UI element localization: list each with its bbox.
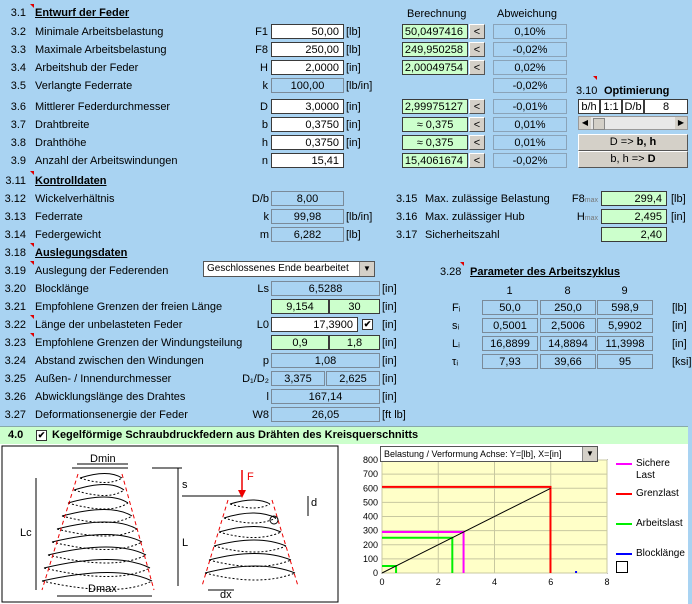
deviation-value: -0,01% <box>493 99 567 114</box>
row-symbol: D/b <box>251 193 269 205</box>
deviation-value: 0,01% <box>493 135 567 150</box>
cycle-value: 50,0 <box>482 300 538 315</box>
row-symbol: H <box>260 62 268 74</box>
cycle-value: 250,0 <box>540 300 596 315</box>
row-unit: [in] <box>382 301 397 313</box>
legend-label: Sichere Last <box>636 458 670 481</box>
blocklaenge-checkbox[interactable] <box>616 561 628 573</box>
section-title: Entwurf der Feder <box>35 7 130 19</box>
calc-value: 2,99975127 <box>402 99 468 114</box>
result-value: 26,05 <box>271 407 380 422</box>
row-unit: [in] <box>346 119 361 131</box>
bottom-panel <box>0 444 688 604</box>
row-unit: [lb] <box>346 229 361 241</box>
dmin-label: Dmin <box>90 453 116 465</box>
row-label: Max. zulässige Belastung <box>425 193 550 205</box>
deviation-value: -0,02% <box>493 153 567 168</box>
comment-marker <box>30 315 34 319</box>
optim-number: 3.10 <box>576 85 598 97</box>
deviation-value: -0,02% <box>493 42 567 57</box>
dx-label: dx <box>220 589 232 601</box>
section-4-band <box>0 426 688 445</box>
symbol-subscript: max <box>584 215 598 222</box>
chart-select-value: Belastung / Verformung Achse: Y=[lb], X=[in] <box>384 449 562 459</box>
optim-title: Optimierung <box>604 85 670 97</box>
result-value: 299,4 <box>601 191 667 206</box>
zyklus-title: Parameter des Arbeitszyklus <box>470 266 620 278</box>
row-number: 3.22 <box>4 319 26 331</box>
zyklus-number: 3.28 <box>440 266 462 278</box>
row-symbol: L0 <box>256 319 269 331</box>
row-label: Federgewicht <box>35 229 102 241</box>
calc-value: ≈ 0,375 <box>402 117 468 132</box>
cycle-value: 39,66 <box>540 354 596 369</box>
legend-swatch <box>616 553 632 555</box>
row-label: Drahthöhe <box>35 137 87 149</box>
comment-marker <box>30 243 34 247</box>
row-label: Sicherheitszahl <box>425 229 500 241</box>
row-number: 3.26 <box>4 391 26 403</box>
optimize-target: b, h <box>636 136 657 148</box>
row-number: 3.15 <box>396 193 418 205</box>
row-value-input[interactable]: 0,3750 <box>271 117 344 132</box>
row-value-input[interactable]: 0,3750 <box>271 135 344 150</box>
row-symbol: W8 <box>252 409 269 421</box>
row-number: 3.14 <box>4 229 26 241</box>
row-number: 3.17 <box>396 229 418 241</box>
bh-label: b/h <box>578 99 600 114</box>
row-label: Anzahl der Arbeitswindungen <box>35 155 178 167</box>
cycle-symbol: sᵢ <box>452 320 460 332</box>
row-number: 3.7 <box>10 119 26 131</box>
row-value-input[interactable]: 2,0000 <box>271 60 344 75</box>
cycle-value: 16,8899 <box>482 336 538 351</box>
copy-arrow-button[interactable]: < <box>469 117 485 132</box>
row-unit: [ft lb] <box>382 409 406 421</box>
section-number: 3.1 <box>10 7 26 19</box>
row-label: Max. zulässiger Hub <box>425 211 525 223</box>
row-unit: [in] <box>346 101 361 113</box>
comment-marker <box>593 76 597 80</box>
f-label: F <box>247 471 254 483</box>
deviation-value: 0,02% <box>493 60 567 75</box>
row-label: Mittlerer Federdurchmesser <box>35 101 171 113</box>
chart-type-select[interactable] <box>380 446 598 462</box>
row-label: Außen- / Innendurchmesser <box>35 373 172 385</box>
legend-label: Arbeitslast <box>636 518 683 529</box>
row-label: Blocklänge <box>35 283 89 295</box>
row-label: Empfohlene Grenzen der Windungsteilung <box>35 337 243 349</box>
optim-scrollbar[interactable] <box>578 116 688 130</box>
cycle-value: 5,9902 <box>597 318 653 333</box>
row-number: 3.21 <box>4 301 26 313</box>
inner-diameter: 2,625 <box>326 371 380 386</box>
deviation-value: -0,02% <box>493 78 567 93</box>
conical-spring-checkbox[interactable]: ✔ <box>37 430 46 440</box>
row-label: Federrate <box>35 211 83 223</box>
calc-value: ≈ 0,375 <box>402 135 468 150</box>
row-value-input[interactable]: 50,00 <box>271 24 344 39</box>
legend-swatch <box>616 523 632 525</box>
section-title: Kontrolldaten <box>35 175 107 187</box>
row-label: Auslegung der Federenden <box>35 265 169 277</box>
copy-arrow-button[interactable]: < <box>469 135 485 150</box>
calc-value: 249,950258 <box>402 42 468 57</box>
cycle-symbol: Lᵢ <box>452 338 460 350</box>
cycle-unit: [in] <box>672 320 687 332</box>
row-unit: [lb] <box>346 26 361 38</box>
cycle-symbol: τᵢ <box>452 356 459 368</box>
y-tick-label: 700 <box>362 469 378 480</box>
dmax-label: Dmax <box>88 583 117 595</box>
abweichung-header: Abweichung <box>497 8 557 20</box>
d-label: d <box>311 497 318 509</box>
row-unit: [lb/in] <box>346 80 373 92</box>
section-number: 3.11 <box>5 175 26 187</box>
cycle-value: 95 <box>597 354 653 369</box>
row-label: Deformationsenergie der Feder <box>35 409 188 421</box>
legend-item <box>616 458 686 486</box>
row-number: 3.27 <box>4 409 26 421</box>
cycle-column-header: 1 <box>506 285 513 297</box>
result-value: 8,00 <box>271 191 344 206</box>
cycle-column-header: 8 <box>564 285 571 297</box>
row-unit: [in] <box>382 391 397 403</box>
row-number: 3.23 <box>4 337 26 349</box>
load-deflection-chart <box>340 444 615 604</box>
x-tick-label: 0 <box>379 577 385 587</box>
row-number: 3.24 <box>4 355 26 367</box>
s-label: s <box>182 479 188 491</box>
row-symbol: Ls <box>257 283 269 295</box>
result-value: 167,14 <box>271 389 380 404</box>
row-symbol: F1 <box>255 26 268 38</box>
max-value: 30 <box>329 299 380 314</box>
comment-marker <box>30 333 34 337</box>
row-number: 3.12 <box>4 193 26 205</box>
row-number: 3.20 <box>4 283 26 295</box>
scroll-left-icon[interactable]: ◀ <box>579 117 591 129</box>
symbol-subscript: max <box>584 197 598 204</box>
y-tick-label: 400 <box>362 511 378 522</box>
y-tick-label: 800 <box>362 455 378 465</box>
cycle-value: 14,8894 <box>540 336 596 351</box>
dropdown-arrow-icon[interactable]: ▼ <box>359 262 374 276</box>
cycle-column-header: 9 <box>621 285 628 297</box>
row-unit: [lb] <box>671 193 686 205</box>
comment-marker <box>30 4 34 8</box>
row-label: Länge der unbelasteten Feder <box>35 319 183 331</box>
row-number: 3.9 <box>10 155 26 167</box>
legend-item <box>616 488 686 516</box>
cycle-value: 11,3998 <box>597 336 653 351</box>
row-label: Abstand zwischen den Windungen <box>35 355 204 367</box>
legend-label: Grenzlast <box>636 488 679 499</box>
y-tick-label: 600 <box>362 483 378 494</box>
cycle-value: 2,5006 <box>540 318 596 333</box>
select-value: Geschlossenes Ende bearbeitet <box>207 263 349 274</box>
legend-swatch <box>616 493 632 495</box>
row-value-input: 100,00 <box>271 78 344 93</box>
row-number: 3.5 <box>10 80 26 92</box>
x-tick-label: 6 <box>548 577 554 587</box>
deviation-value: 0,10% <box>493 24 567 39</box>
row-unit: [in] <box>382 355 397 367</box>
optimize-d-button[interactable]: D => b, h <box>578 134 688 151</box>
result-value: 1,08 <box>271 353 380 368</box>
row-unit: [in] <box>382 319 397 331</box>
x-tick-label: 4 <box>491 577 498 587</box>
row-label: Minimale Arbeitsbelastung <box>35 26 164 38</box>
y-tick-label: 100 <box>362 553 378 564</box>
calc-value: 50,0497416 <box>402 24 468 39</box>
cycle-unit: [lb] <box>672 302 687 314</box>
result-value: 6,282 <box>271 227 344 242</box>
row-label: Wickelverhältnis <box>35 193 115 205</box>
row-number: 3.13 <box>4 211 26 223</box>
db-value[interactable]: 8 <box>644 99 688 114</box>
row-label: Verlangte Federrate <box>35 80 133 92</box>
row-number: 3.8 <box>10 137 26 149</box>
scroll-thumb[interactable] <box>593 118 605 130</box>
x-tick-label: 2 <box>435 577 441 587</box>
optimize-target: D <box>647 153 656 165</box>
section-number: 3.18 <box>4 247 26 259</box>
cycle-symbol: Fᵢ <box>452 302 461 314</box>
row-number: 3.4 <box>10 62 26 74</box>
db-label: D/b <box>622 99 644 114</box>
symbol-text: F8 <box>571 193 585 205</box>
min-value: 9,154 <box>271 299 329 314</box>
comment-marker <box>30 171 34 175</box>
row-number: 3.6 <box>10 101 26 113</box>
result-value: 6,5288 <box>271 281 380 296</box>
lc-label: Lc <box>20 527 32 539</box>
cycle-value: 598,9 <box>597 300 653 315</box>
row-label: Maximale Arbeitsbelastung <box>35 44 167 56</box>
row-label: Abwicklungslänge des Drahtes <box>35 391 186 403</box>
row-symbol: k <box>263 211 269 223</box>
cycle-value: 0,5001 <box>482 318 538 333</box>
row-label: Empfohlene Grenzen der freien Länge <box>35 301 223 313</box>
ratio-select[interactable]: 1:1 <box>600 99 622 114</box>
row-unit: [in] <box>346 137 361 149</box>
l-label: L <box>182 537 189 549</box>
row-symbol <box>560 191 598 209</box>
row-symbol: D <box>260 101 268 113</box>
section-number: 4.0 <box>8 429 24 441</box>
row-symbol: p <box>262 355 269 367</box>
row-symbol: n <box>261 155 268 167</box>
row-symbol: l <box>266 391 269 403</box>
y-tick-label: 500 <box>362 497 378 508</box>
result-value: 2,40 <box>601 227 667 242</box>
scroll-right-icon[interactable]: ▶ <box>675 117 687 129</box>
row-label: Arbeitshub der Feder <box>35 62 139 74</box>
berechnung-header: Berechnung <box>407 8 467 20</box>
copy-arrow-button[interactable]: < <box>469 153 485 168</box>
comment-marker <box>30 261 34 265</box>
row-symbol: m <box>259 229 269 241</box>
row-symbol: h <box>261 137 268 149</box>
cycle-unit: [ksi] <box>672 356 692 368</box>
row-label: Drahtbreite <box>35 119 90 131</box>
copy-arrow-button[interactable]: < <box>469 24 485 39</box>
dropdown-arrow-icon[interactable]: ▼ <box>582 447 597 461</box>
free-length-checkbox[interactable]: ✔ <box>363 319 372 329</box>
row-value-input[interactable]: 15,41 <box>271 153 344 168</box>
section-title: Kegelförmige Schraubdruckfedern aus Drähten des Kreisquerschnitts <box>52 429 419 441</box>
copy-arrow-button[interactable]: < <box>469 60 485 75</box>
calc-value: 2,00049754 <box>402 60 468 75</box>
y-tick-label: 200 <box>362 539 378 550</box>
min-value: 0,9 <box>271 335 329 350</box>
row-unit: [in] <box>346 62 361 74</box>
row-symbol <box>560 209 598 227</box>
row-unit: [lb] <box>346 44 361 56</box>
x-tick-label: 8 <box>604 577 610 587</box>
row-unit: [in] <box>382 283 397 295</box>
section-title: Auslegungsdaten <box>35 247 128 259</box>
calc-value: 15,4061674 <box>402 153 468 168</box>
row-unit: [in] <box>382 373 397 385</box>
cycle-value: 7,93 <box>482 354 538 369</box>
row-symbol: k <box>262 80 268 92</box>
row-symbol: b <box>261 119 268 131</box>
row-number: 3.16 <box>396 211 418 223</box>
row-number: 3.25 <box>4 373 26 385</box>
legend-item <box>616 518 686 546</box>
deviation-value: 0,01% <box>493 117 567 132</box>
row-unit: [in] <box>671 211 686 223</box>
y-tick-label: 300 <box>362 525 378 536</box>
result-value: 99,98 <box>271 209 344 224</box>
optimize-bh-button[interactable]: b, h => D <box>578 151 688 168</box>
legend-swatch <box>616 463 632 465</box>
row-number: 3.2 <box>10 26 26 38</box>
row-value-input[interactable]: 3,0000 <box>271 99 344 114</box>
result-value: 2,495 <box>601 209 667 224</box>
row-unit: [lb/in] <box>346 211 373 223</box>
cycle-unit: [in] <box>672 338 687 350</box>
row-symbol: D₁/D₂ <box>242 373 269 385</box>
row-unit: [in] <box>382 337 397 349</box>
row-number: 3.3 <box>10 44 26 56</box>
row-value-input[interactable]: 250,00 <box>271 42 344 57</box>
spring-drawing <box>2 446 338 602</box>
row-symbol: F8 <box>255 44 268 56</box>
copy-arrow-button[interactable]: < <box>469 99 485 114</box>
y-tick-label: 0 <box>372 568 378 578</box>
legend-label: Blocklänge <box>636 548 685 559</box>
copy-arrow-button[interactable]: < <box>469 42 485 57</box>
row-number: 3.19 <box>4 265 26 277</box>
outer-diameter: 3,375 <box>271 371 325 386</box>
symbol-text: H <box>576 211 585 223</box>
free-length-input[interactable]: 17,3900 <box>271 317 358 332</box>
max-value: 1,8 <box>329 335 380 350</box>
federenden-select[interactable] <box>203 261 375 277</box>
